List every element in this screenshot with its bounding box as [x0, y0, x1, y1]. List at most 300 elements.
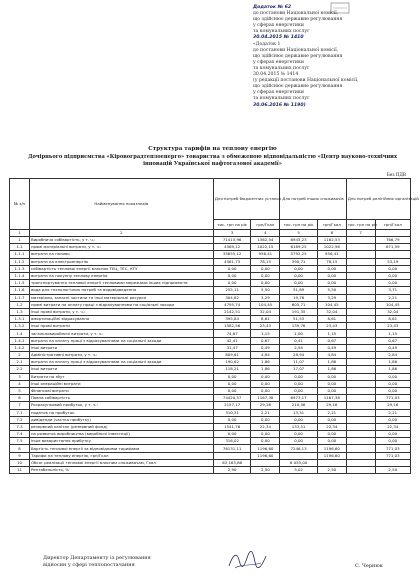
row-value: 0,00	[213, 265, 251, 272]
col-index	[375, 230, 410, 237]
row-value: 1,00	[280, 330, 318, 337]
row-value: 1196,60	[251, 452, 280, 459]
row-label: інші витрати	[29, 344, 213, 351]
row-value: 766,79	[375, 237, 410, 244]
table-row	[10, 416, 411, 423]
col-index: 1	[10, 230, 30, 237]
header-rel: Для потреб релігійних організацій	[346, 179, 410, 220]
units-note: Без ПДВ	[386, 172, 406, 177]
row-value	[346, 467, 375, 474]
row-value: 605,71	[280, 301, 318, 308]
row-value: 3,29	[251, 294, 280, 301]
row-value: 5792,25	[280, 251, 318, 258]
row-value: 2,84	[375, 352, 410, 359]
row-number: 2	[10, 352, 30, 359]
row-value: 6973,17	[280, 395, 318, 402]
table-row	[10, 330, 411, 337]
row-number: 6	[10, 395, 30, 402]
table-row	[10, 316, 411, 323]
row-value: 2,50	[317, 467, 346, 474]
row-number: 1.4.1	[10, 337, 30, 344]
row-value: 0,00	[251, 265, 280, 272]
row-value: 0,00	[213, 431, 251, 438]
footer-line-1: Директор Департаменту із регулювання	[43, 555, 151, 561]
row-value: 1362,54	[251, 237, 280, 244]
table-row	[10, 438, 411, 445]
row-value: 304,82	[213, 294, 251, 301]
row-value: 2,21	[375, 409, 410, 416]
row-value: 956,41	[317, 251, 346, 258]
row-value: 2142,51	[213, 308, 251, 315]
row-value	[346, 272, 375, 279]
table-row	[10, 452, 411, 459]
row-number: 1.3.2	[10, 323, 30, 330]
row-value: 4569,12	[213, 244, 251, 251]
row-value: 0,00	[251, 416, 280, 423]
row-value: 76131,11	[213, 445, 251, 452]
row-value	[346, 459, 375, 466]
row-value: 104,45	[251, 301, 280, 308]
row-label: амортизаційні відрахування	[29, 316, 213, 323]
row-value	[280, 452, 318, 459]
subheader-th: тис. грн на рік	[346, 220, 375, 230]
row-value: 0,67	[375, 337, 410, 344]
row-value: 0,49	[375, 344, 410, 351]
table-row	[10, 337, 411, 344]
row-value: 210,56	[280, 402, 318, 409]
approval-line: 30.04.2015 № 1414	[253, 72, 299, 78]
row-label: Виробнича собівартість, у т. ч.:	[29, 237, 213, 244]
row-value: 0,00	[251, 280, 280, 287]
table-row	[10, 373, 411, 380]
row-number: 10	[10, 459, 30, 466]
table-row	[10, 395, 411, 402]
row-number: 1.3	[10, 308, 30, 315]
row-value: 1,15	[317, 330, 346, 337]
row-value: 104,45	[317, 301, 346, 308]
row-label: витрати на оплату праці з відрахуваннями на соціальні заходи	[29, 337, 213, 344]
row-value: 0,00	[251, 387, 280, 394]
row-value: 23,43	[317, 323, 346, 330]
row-value	[346, 352, 375, 359]
row-value: 29,16	[317, 402, 346, 409]
row-value	[346, 452, 375, 459]
table-row	[10, 287, 411, 294]
approval-line: Додаток № 62	[253, 5, 292, 10]
row-value: 190,62	[213, 359, 251, 366]
row-number: 8	[10, 445, 30, 452]
row-value: 118,21	[213, 366, 251, 373]
row-label: Інші операційні витрати	[29, 380, 213, 387]
row-value	[346, 244, 375, 251]
row-value: 22,34	[251, 423, 280, 430]
tariff-structure-table	[9, 178, 419, 474]
row-label: витрати на оплату праці з відрахуваннями на соціальні заходи	[29, 359, 213, 366]
approval-line: та комунальних послуг	[253, 96, 310, 102]
row-value: 191,35	[280, 308, 318, 315]
row-value: 0,00	[317, 373, 346, 380]
row-value: 2,50	[251, 467, 280, 474]
subheader-th: тис. грн на рік	[280, 220, 318, 230]
approval-block	[253, 5, 413, 109]
approval-line: у сферах енергетики	[253, 23, 304, 29]
row-value	[346, 438, 375, 445]
header-bud: Для потреб бюджетних установ	[213, 179, 279, 220]
table-row	[10, 344, 411, 351]
approval-line: що здійснює державне регулювання	[253, 53, 343, 59]
row-value	[346, 423, 375, 430]
table-row	[10, 387, 411, 394]
row-number: 7.1	[10, 409, 30, 416]
table-row	[10, 265, 411, 272]
row-label: податок на прибуток	[29, 409, 213, 416]
row-value: 4795,74	[213, 301, 251, 308]
row-value: 74,67	[213, 330, 251, 337]
row-value: 29,16	[251, 402, 280, 409]
row-value: 0,00	[375, 438, 410, 445]
approval-line: 30.06.2016 № 1190)	[253, 102, 306, 108]
row-label: на розвиток виробництва (виробничі інвестиції)	[29, 431, 213, 438]
row-label: транспортування теплової енергії тепловими мережами інших підприємств	[29, 280, 213, 287]
row-label: Обсяг реалізації теплової енергії власним споживачам, Гкал	[29, 459, 213, 466]
row-value	[346, 395, 375, 402]
row-value: 771,03	[375, 452, 410, 459]
row-value	[346, 445, 375, 452]
row-value: 2157,17	[213, 402, 251, 409]
row-label: Фінансові витрати	[29, 387, 213, 394]
row-label: витрати на паливо	[29, 251, 213, 258]
row-value	[346, 308, 375, 315]
row-value: 1,15	[375, 330, 410, 337]
row-value: 5,50	[317, 287, 346, 294]
row-value	[346, 380, 375, 387]
row-value: 0,00	[280, 265, 318, 272]
table-row	[10, 423, 411, 430]
col-index: 5	[280, 230, 318, 237]
table-row	[10, 352, 411, 359]
row-value: 53,19	[375, 258, 410, 265]
row-number: 2.2	[10, 366, 30, 373]
row-number: 1.1.6	[10, 287, 30, 294]
row-value: 35655,12	[213, 251, 251, 258]
row-value: 1582,56	[213, 323, 251, 330]
row-value: 1196,60	[251, 445, 280, 452]
row-value: 1,86	[375, 359, 410, 366]
row-value	[346, 323, 375, 330]
handwritten-signature	[225, 548, 270, 574]
row-number: 3	[10, 373, 30, 380]
row-value: 104,45	[375, 301, 410, 308]
row-value	[346, 431, 375, 438]
footer-line-2: відносин у сфері теплопостачання	[43, 562, 135, 568]
approval-line: до постанови Національної комісії,	[253, 11, 339, 17]
row-value: 0,41	[280, 337, 318, 344]
row-label: загальновиробничі витрати, у т. ч.:	[29, 330, 213, 337]
row-value: 22,34	[317, 423, 346, 430]
subheader-th: тис. грн на рік	[213, 220, 251, 230]
row-value: 0,67	[317, 337, 346, 344]
row-value: 0,67	[251, 337, 280, 344]
row-value: 8,61	[317, 316, 346, 323]
subheader-grn: грн/Гкал	[375, 220, 410, 230]
header-other: Для потреб інших споживачів	[280, 179, 346, 220]
row-value: 51,53	[280, 316, 318, 323]
row-value: 0,00	[251, 438, 280, 445]
row-value: 0,00	[280, 431, 318, 438]
row-value: 3,29	[317, 294, 346, 301]
row-value: 2,90	[213, 467, 251, 474]
row-value	[346, 280, 375, 287]
row-value	[346, 287, 375, 294]
row-value: 316,02	[213, 438, 251, 445]
row-value: 4,84	[251, 352, 280, 359]
row-number: 5	[10, 387, 30, 394]
row-number: 1.4	[10, 330, 30, 337]
col-index: 6	[317, 230, 346, 237]
row-number: 7.5	[10, 438, 30, 445]
row-value: 1,86	[317, 366, 346, 373]
table-row	[10, 467, 411, 474]
row-value: 0,00	[280, 380, 318, 387]
row-label: Рентабельність, %	[29, 467, 213, 474]
row-value: 7246,13	[280, 445, 318, 452]
row-value: 2,21	[251, 409, 280, 416]
row-value: 22,34	[375, 423, 410, 430]
row-value: 1162,53	[317, 237, 346, 244]
row-value: 771,03	[375, 445, 410, 452]
col-index: 3	[213, 230, 251, 237]
row-value	[375, 251, 410, 258]
table-row	[10, 359, 411, 366]
row-value	[251, 459, 280, 466]
row-value	[346, 337, 375, 344]
row-value: 0,00	[280, 280, 318, 287]
row-label: інше використання прибутку	[29, 438, 213, 445]
row-value: 671,59	[375, 244, 410, 251]
row-value	[346, 294, 375, 301]
row-value: 0,00	[317, 380, 346, 387]
row-value: 1196,60	[317, 445, 346, 452]
row-number: 1.1.7	[10, 294, 30, 301]
row-number: 11	[10, 467, 30, 474]
table-row	[10, 237, 411, 244]
row-value: 1,86	[317, 359, 346, 366]
row-value: 5,50	[251, 287, 280, 294]
row-label: Розрахунковий прибуток, у т. ч.:	[29, 402, 213, 409]
table-row	[10, 280, 411, 287]
row-value: 29,16	[375, 402, 410, 409]
row-value: 0,00	[375, 380, 410, 387]
row-value: 6 055,00	[280, 459, 318, 466]
row-value	[317, 459, 346, 466]
table-row	[10, 251, 411, 258]
row-value: 809,61	[213, 352, 251, 359]
approval-line: що здійснює державне регулювання	[253, 84, 343, 90]
row-value: 0,00	[375, 280, 410, 287]
table-row	[10, 294, 411, 301]
table-row	[10, 459, 411, 466]
row-value: 1,15	[251, 330, 280, 337]
row-number: 1.2	[10, 301, 30, 308]
row-value: 0,00	[317, 272, 346, 279]
row-value	[346, 387, 375, 394]
row-value: 0,00	[375, 416, 410, 423]
row-value: 0,00	[375, 387, 410, 394]
row-value: 133,51	[280, 423, 318, 430]
row-value: 8,61	[251, 316, 280, 323]
row-value: 1022,15	[251, 244, 280, 251]
row-value: 6189,25	[280, 244, 318, 251]
row-value: 19,76	[280, 294, 318, 301]
row-value: 0,00	[213, 272, 251, 279]
table-row	[10, 323, 411, 330]
row-value: 31,89	[280, 287, 318, 294]
row-value: 0,00	[317, 438, 346, 445]
row-value: 0,00	[317, 280, 346, 287]
row-value: 310,31	[213, 409, 251, 416]
approval-line: до постанови Національної комісії,	[253, 47, 339, 53]
row-value	[346, 330, 375, 337]
row-value: 17,07	[280, 366, 318, 373]
row-label: прямі матеріальні витрати, у т. ч.:	[29, 244, 213, 251]
row-value: 1,86	[251, 359, 280, 366]
row-value	[346, 265, 375, 272]
row-value: 0,00	[317, 416, 346, 423]
row-value: 395,84	[213, 316, 251, 323]
row-number: 9	[10, 452, 30, 459]
row-value: 78,15	[251, 258, 280, 265]
row-number: 7.4	[10, 431, 30, 438]
row-value: 0,00	[213, 380, 251, 387]
row-number: 1.1.4	[10, 272, 30, 279]
row-label: Тарифи на теплову енергію, грн/Гкал	[29, 452, 213, 459]
table-row	[10, 301, 411, 308]
row-label: Витрати на збут	[29, 373, 213, 380]
row-value: 3,71	[375, 287, 410, 294]
row-value: 32,04	[317, 308, 346, 315]
row-value: 3,02	[280, 467, 318, 474]
row-value: 2,21	[375, 294, 410, 301]
row-number: 1.1.2	[10, 258, 30, 265]
row-value: 1,86	[375, 366, 410, 373]
row-number: 1.3.1	[10, 316, 30, 323]
table-body	[10, 237, 411, 474]
row-label: вода для технологічних потреб та водовідведення	[29, 287, 213, 294]
table-row	[10, 258, 411, 265]
table-row	[10, 409, 411, 416]
row-label: витрати на електроенергію	[29, 258, 213, 265]
row-number: 7	[10, 402, 30, 409]
row-value: 0,00	[280, 416, 318, 423]
row-value: 0,49	[251, 344, 280, 351]
row-value: 74420,57	[213, 395, 251, 402]
row-value: 13,31	[280, 409, 318, 416]
row-value: 2,94	[280, 344, 318, 351]
table-row	[10, 445, 411, 452]
row-value: 1196,60	[317, 452, 346, 459]
row-value	[346, 409, 375, 416]
row-number: 7.3	[10, 423, 30, 430]
row-value: 0,00	[375, 272, 410, 279]
row-value: 0,00	[375, 265, 410, 272]
row-value: 6945,23	[280, 237, 318, 244]
row-value	[346, 416, 375, 423]
row-value: 139,76	[280, 323, 318, 330]
row-value: 0,00	[280, 387, 318, 394]
row-value: 0,00	[213, 416, 251, 423]
table-row	[10, 366, 411, 373]
row-value: 8,61	[375, 316, 410, 323]
row-value	[346, 316, 375, 323]
row-value	[346, 251, 375, 258]
row-value	[346, 301, 375, 308]
row-value: 0,00	[251, 380, 280, 387]
row-value	[346, 258, 375, 265]
row-label: прямі витрати на оплату праці з відрахуваннями на соціальні заходи	[29, 301, 213, 308]
footer-signature-block	[43, 555, 151, 569]
row-value: 1541,76	[213, 423, 251, 430]
row-value	[346, 402, 375, 409]
table-row	[10, 431, 411, 438]
row-value: 0,00	[317, 387, 346, 394]
approval-line: 30.04.2015 № 1410	[253, 35, 304, 41]
row-value: 0,00	[251, 431, 280, 438]
row-value: 0,00	[317, 431, 346, 438]
approval-line: та комунальних послуг	[253, 29, 310, 35]
document-titles	[20, 145, 405, 168]
row-label: інші прямі витрати, у т. ч.:	[29, 308, 213, 315]
row-value: 32,04	[251, 308, 280, 315]
row-value: 71415,96	[213, 237, 251, 244]
row-label: дивіденди (частка прибутку)	[29, 416, 213, 423]
row-value	[346, 359, 375, 366]
col-index: 4	[251, 230, 280, 237]
row-value: 0,00	[375, 373, 410, 380]
row-value: 42,41	[213, 337, 251, 344]
row-value: 1,86	[251, 366, 280, 373]
row-value: 0,49	[317, 344, 346, 351]
row-label: витрати на покупну теплову енергію	[29, 272, 213, 279]
approval-line: (у редакції постанови Національної комісії,	[253, 78, 359, 84]
row-number: 7.2	[10, 416, 30, 423]
approval-line: «Додаток 1	[253, 41, 281, 47]
row-value: 23,43	[375, 323, 410, 330]
row-number: 1.1	[10, 244, 30, 251]
row-value	[375, 459, 410, 466]
row-value: 4,84	[317, 352, 346, 359]
approval-line: у сферах енергетики	[253, 90, 304, 96]
row-number: 1.4.2	[10, 344, 30, 351]
row-value: 31,47	[213, 344, 251, 351]
row-value: 11,07	[280, 359, 318, 366]
row-value: 255,11	[213, 287, 251, 294]
row-number: 1.1.5	[10, 280, 30, 287]
row-number: 1.1.3	[10, 265, 30, 272]
footer-signer-name: С. Чернюк	[355, 563, 383, 569]
approval-line: та комунальних послуг	[253, 65, 310, 71]
row-value: 956,41	[251, 251, 280, 258]
row-value: 390,71	[280, 258, 318, 265]
row-value: 4561,73	[213, 258, 251, 265]
header-num: № з/п	[10, 179, 30, 230]
document-subtitle: Дочірнього підприємства «Кіровоградтеплоенерго» товариства з обмеженою відповідальністю «Центр науково-технічних інновацій Української нафтогазової академії»	[27, 154, 398, 167]
row-value: 0,00	[251, 272, 280, 279]
row-value: 28,94	[280, 352, 318, 359]
row-value: 2,50	[375, 467, 410, 474]
document-title: Структура тарифів на теплову енергію	[148, 146, 277, 152]
col-index: 2	[29, 230, 213, 237]
row-number: 4	[10, 380, 30, 387]
